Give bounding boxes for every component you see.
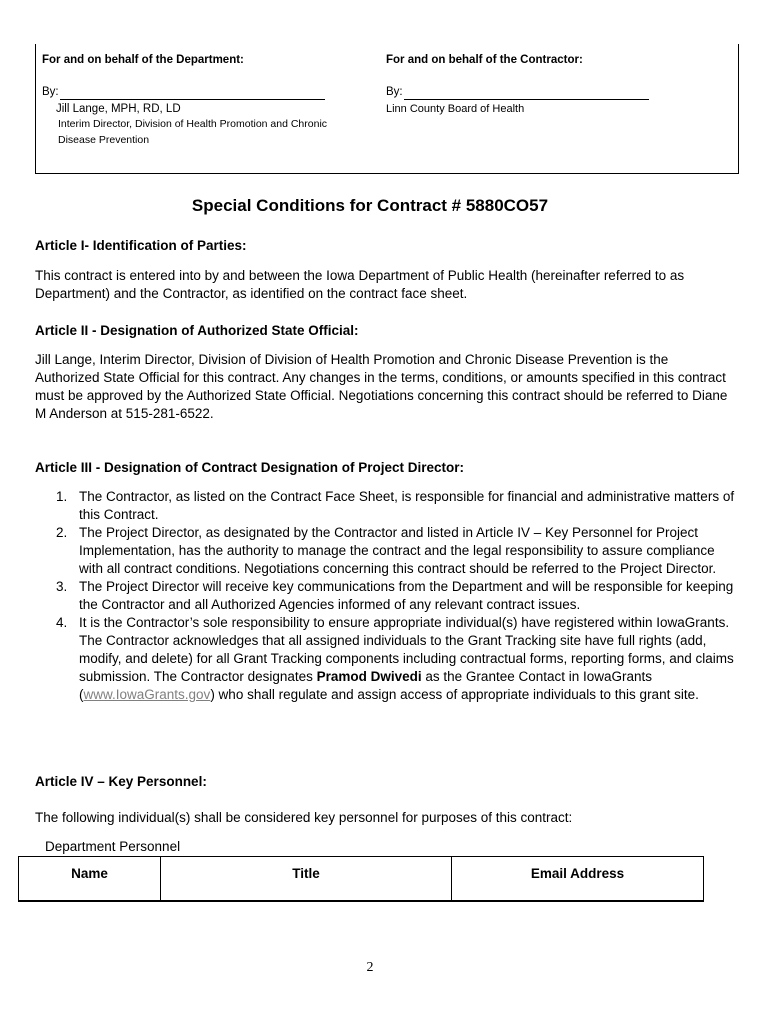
department-heading: For and on behalf of the Department: [42, 54, 244, 66]
article-3-list [35, 488, 735, 704]
iowagrants-link[interactable]: www.IowaGrants.gov [83, 687, 211, 702]
signature-block [35, 44, 739, 174]
department-signature [42, 54, 372, 148]
table-header-row [19, 857, 704, 902]
list-item-text: The Project Director, as designated by the Contractor and listed in Article IV – Key Personnel for Project Implementation, has the authority to manage the contract and the legal responsibility to assure compliance with all contract conditions. Negotiations concerning this contract should be referred to the Project Director. [79, 525, 717, 576]
department-signature-line [60, 99, 325, 100]
list-item-text: The Project Director will receive key communications from the Department and will be responsible for keeping the Contractor and all Authorized Agencies informed of any relevant contract issues. [79, 579, 734, 612]
list-item-number: 4. [56, 615, 68, 630]
page-number: 2 [366, 960, 374, 975]
article-1-text: This contract is entered into by and between the Iowa Department of Public Health (hereinafter referred to as Department) and the Contractor, as identified on the contract face sheet. [35, 268, 685, 301]
contractor-signature [386, 54, 726, 115]
list-item-number: 3. [56, 579, 68, 594]
department-signer-name: Jill Lange, MPH, RD, LD [56, 103, 181, 115]
contractor-heading: For and on behalf of the Contractor: [386, 54, 583, 66]
department-signer-title-1: Interim Director, Division of Health Promotion and Chronic [58, 118, 328, 130]
grantee-contact-name: Pramod Dwivedi [316, 669, 422, 684]
article-2-heading: Article II - Designation of Authorized State Official: [35, 323, 359, 338]
list-item-text: as the Grantee Contact in IowaGrants ( [79, 669, 653, 702]
article-4-heading: Article IV – Key Personnel: [35, 774, 207, 789]
column-header-name: Name [19, 857, 161, 902]
by-label: By: [42, 86, 59, 98]
column-header-email: Email Address [452, 857, 704, 902]
list-item-text: The Contractor, as listed on the Contract Face Sheet, is responsible for financial and administrative matters of this Contract. [79, 489, 735, 522]
list-item [35, 578, 735, 614]
department-signer-title-2: Disease Prevention [58, 134, 150, 146]
key-personnel-table [18, 856, 704, 902]
list-item-text: It is the Contractor’s sole responsibility to ensure appropriate individual(s) have registered within IowaGrants. The Contractor acknowledges that all assigned individuals to the Grant Tracking site have full rights (add, modify, and delete) for all Grant Tracking components including contractual forms, reporting forms, and claims submission. The Contractor designates [79, 615, 734, 684]
article-1-heading: Article I- Identification of Parties: [35, 238, 247, 253]
list-item-number: 1. [56, 489, 68, 504]
article-4-intro: The following individual(s) shall be considered key personnel for purposes of this contract: [35, 810, 573, 825]
list-item [35, 524, 735, 578]
contractor-organization: Linn County Board of Health [386, 103, 525, 115]
article-3-heading: Article III - Designation of Contract Designation of Project Director: [35, 460, 465, 475]
list-item-number: 2. [56, 525, 68, 540]
by-label: By: [386, 86, 403, 98]
document-title: Special Conditions for Contract # 5880CO57 [191, 196, 549, 215]
list-item [35, 488, 735, 524]
column-header-title: Title [161, 857, 452, 902]
list-item-text: ) who shall regulate and assign access of appropriate individuals to this grant site. [210, 687, 699, 702]
contractor-signature-line [404, 99, 649, 100]
article-2-text: Jill Lange, Interim Director, Division of Division of Health Promotion and Chronic Disease Prevention is the Authorized State Official for this contract. Any changes in the terms, conditions, or amounts specified in this contract must be approved by the Authorized State Official. Negotiations concerning this contract should be referred to Diane M Anderson at 515-281-6522. [35, 352, 728, 421]
department-personnel-label: Department Personnel [45, 839, 181, 854]
list-item [35, 614, 735, 704]
